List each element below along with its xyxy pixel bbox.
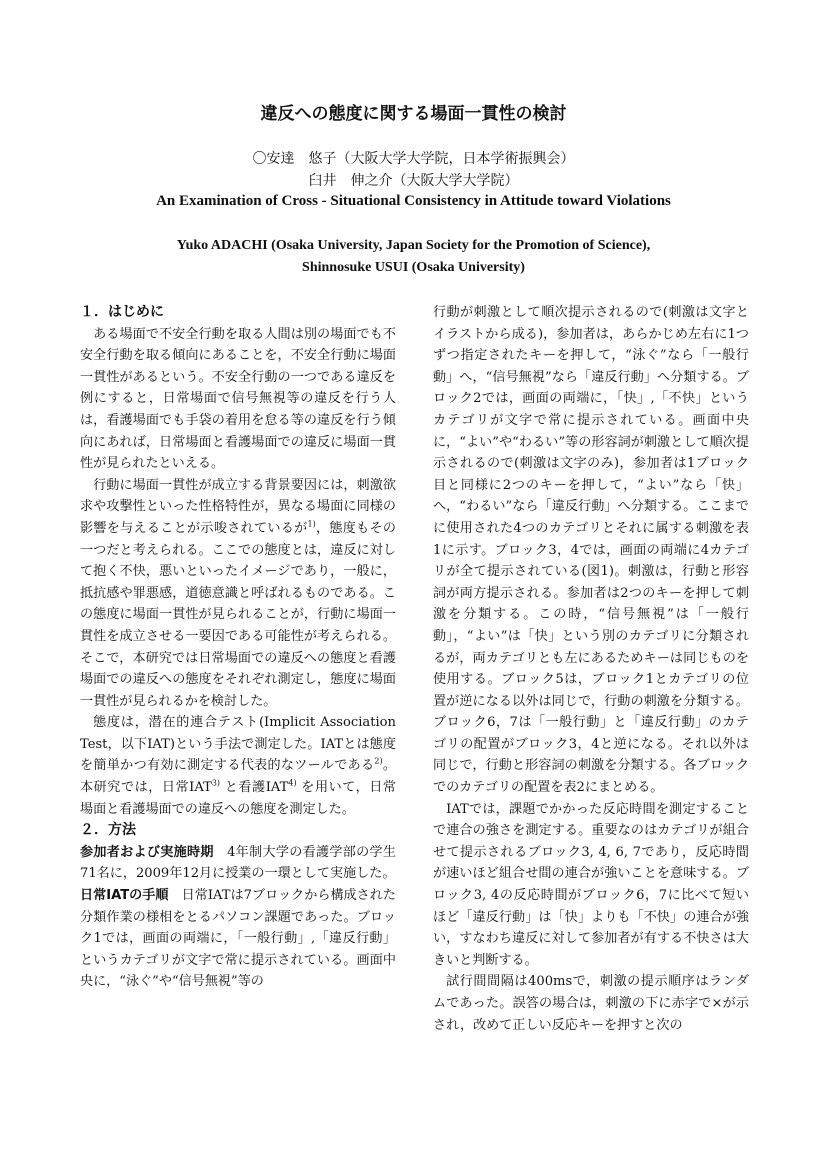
intro-paragraph-3: 態度は，潜在的連合テスト(Implicit Association Test，以下IAT)という手法で測定した。IATとは態度を簡単かつ有効に測定する代表的なツールである$^{2)}$。本研究では，日常IAT$^{3)}$ と看護IAT$^{4)}$ を用いて，日常場面と看護場面での違反への態度を測定した。 [80, 715, 397, 817]
section-heading-introduction: １．はじめに [80, 304, 164, 320]
reference-marker: 4) [288, 778, 297, 788]
author-line-1: 〇安達 悠子（大阪大学大学院，日本学術振興会） [252, 151, 575, 167]
subheading-daily-iat: 日常IATの手順 [80, 888, 169, 904]
author-line-2: 臼井 伸之介（大阪大学大学院） [308, 173, 519, 189]
paper-title: 違反への態度に関する場面一貫性の検討 [260, 104, 567, 124]
english-author-line-1: Yuko ADACHI (Osaka University, Japan Society for the Promotion of Science), [176, 238, 651, 253]
reference-marker: 3) [211, 778, 221, 788]
participants-paragraph: 参加者および実施時期 4年制大学の看護学部の学生71名に，2009年12月に授業の一環として実施した。 [80, 844, 396, 882]
iat-measurement-paragraph: IATでは，課題でかかった反応時間を測定することで連合の強さを測定する。重要なのはカテゴリが組合せて提示されるブロック3, 4, 6, 7であり，反応時間が速いほど組合せ間の連合が強いことを意味する。ブロック3, 4の反応時間がブロック6，7に比べて短いほど「違反行動」は「快」よりも「不快」の連合が強い，すなわち違反に対して参加者が有する不快さは大きいと判断する。 [433, 801, 749, 968]
english-author-line-2: Shinnosuke USUI (Osaka University) [302, 260, 525, 275]
reference-marker: 2) [374, 757, 383, 767]
intro-paragraph-1: ある場面で不安全行動を取る人間は別の場面でも不安全行動を取る傾向にあることを，不安全行動に場面一貫性があるという。不安全行動の一つである違反を例にすると，日常場面で信号無視等の違反を行う人は，看護場面でも手袋の着用を怠る等の違反を行う傾向にあれば，日常場面と看護場面での違反に場面一貫性が見られたといえる。 [80, 326, 396, 472]
reference-marker: 1) [307, 519, 316, 529]
procedure-paragraph: 行動が刺激として順次提示されるので(刺激は文字とイラストから成る)，参加者は，あらかじめ左右に1つずつ指定されたキーを押して，“泳ぐ”なら「一般行動」へ，“信号無視”なら「違反行動」へ分類する。ブロック2では，画面の両端に，「快」,「不快」というカテゴリが文字で常に提示されている。画面中央に，“よい”や“わるい”等の形容詞が刺激として順次提示されるので(刺激は文字のみ)，参加者は1ブロック目と同様に2つのキーを押して，“よい”なら「快」へ，“わるい”なら「違反行動」へ分類する。ここまでに使用された4つのカテゴリとそれに属する刺激を表1に示す。ブロック3，4では，画面の両端に4カテゴリが全て提示されている(図1)。刺激は，行動と形容詞が両方提示される。参加者は2つのキーを押して刺激を分類する。この時，“信号無視”は「一般行動」，“よい”は「快」という別のカテゴリに分類されるが，両カテゴリとも左にあるためキーは同じものを使用する。ブロック5は，ブロック1とカテゴリの位置が逆になる以外は同じで，行動の刺激を分類する。ブロック6，7は「一般行動」と「違反行動」のカテゴリの配置がブロック3，4と逆になる。それ以外は同じで，行動と形容詞の刺激を分類する。各ブロックでのカテゴリの配置を表2にまとめる。 [433, 305, 749, 796]
right-column [433, 302, 749, 1036]
english-title: An Examination of Cross - Situational Consistency in Attitude toward Violations [156, 193, 671, 209]
section-heading-method: ２．方法 [80, 822, 136, 839]
daily-iat-paragraph: 日常IATの手順 日常IATは7ブロックから構成された分類作業の様相をとるパソコン課題であった。ブロック1では，画面の両端に，「一般行動」,「違反行動」というカテゴリが文字で常に提示されている。画面中央に，“泳ぐ”や“信号無視”等の [80, 888, 397, 990]
trial-interval-paragraph: 試行間間隔は400msで，刺激の提示順序はランダムであった。誤答の場合は，刺激の下に赤字で×が示され，改めて正しい反応キーを押すと次の [433, 974, 749, 1033]
intro-paragraph-2: 行動に場面一貫性が成立する背景要因には，刺激欲求や攻撃性といった性格特性が，異なる場面に同様の影響を与えることが示唆されているが$^{1)}$，態度もその一つだと考えられる。ここでの態度とは，違反に対して抱く不快，悪いといったイメージであり，一般に，抵抗感や罪悪感，道徳意識と呼ばれるものである。この態度に場面一貫性が見られることが，行動に場面一貫性を成立させる一要因である可能性が考えられる。そこで，本研究では日常場面での違反への態度と看護場面での違反への態度をそれぞれ測定し，態度に場面一貫性が見られるかを検討した。 [80, 477, 397, 709]
subheading-participants: 参加者および実施時期 [80, 844, 214, 860]
left-column [80, 302, 396, 993]
